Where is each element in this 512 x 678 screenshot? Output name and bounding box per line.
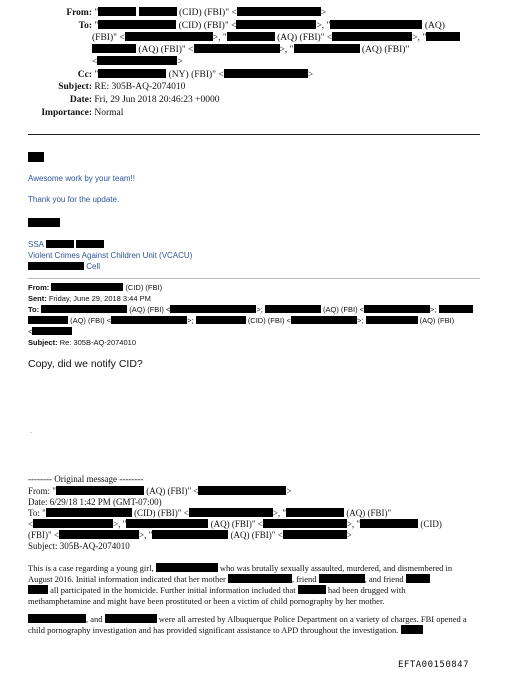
redaction bbox=[283, 530, 347, 539]
outlook-from-line: From: (CID) (FBI) bbox=[28, 283, 163, 292]
redaction bbox=[332, 32, 412, 41]
paragraph-1-line-1: This is a case regarding a young girl, who was brutally sexually assaulted, murdered, and dismembered in bbox=[28, 563, 453, 573]
paragraph-1-line-2: August 2016. Initial information indicated that her mother , friend , and friend bbox=[28, 574, 430, 584]
redaction bbox=[196, 316, 246, 324]
redaction bbox=[59, 530, 139, 539]
redaction bbox=[265, 305, 321, 313]
redaction bbox=[28, 585, 48, 594]
redaction bbox=[92, 44, 136, 53]
redaction bbox=[139, 7, 177, 16]
redaction bbox=[364, 305, 430, 313]
redaction bbox=[406, 574, 430, 583]
redaction bbox=[105, 614, 157, 623]
redaction bbox=[319, 574, 365, 583]
redaction bbox=[98, 69, 166, 78]
header-subject-line: Subject: RE: 305B-AQ-2074010 bbox=[58, 82, 186, 92]
signature-unit: Violent Crimes Against Children Unit (VCACU) bbox=[28, 251, 193, 260]
redaction bbox=[263, 519, 347, 528]
redaction bbox=[33, 519, 113, 528]
redaction bbox=[76, 240, 104, 248]
original-to-line-1: To: " (CID) (FBI)" < >, " (AQ) (FBI)" bbox=[28, 508, 392, 518]
outlook-to-line-3: < bbox=[28, 327, 72, 336]
redaction-recipient bbox=[28, 152, 44, 162]
header-from-line: From: " (CID) (FBI)" < > bbox=[40, 7, 326, 19]
redaction bbox=[189, 508, 273, 517]
redaction bbox=[170, 305, 256, 313]
redaction bbox=[56, 486, 144, 495]
redaction bbox=[28, 262, 84, 270]
redaction bbox=[298, 585, 326, 594]
redaction bbox=[236, 20, 316, 29]
redaction bbox=[198, 486, 286, 495]
outlook-subject-line: Subject: Re: 305B-AQ-2074010 bbox=[28, 338, 136, 347]
header-to-line-1: To: " (CID) (FBI)" < >, " (AQ) bbox=[40, 20, 445, 32]
header-to-line-3: (AQ) (FBI)" < >, " (AQ) (FBI)" bbox=[92, 44, 409, 56]
redaction bbox=[28, 614, 86, 623]
header-to-line-2: (FBI)" < >, " (AQ) (FBI)" < >, " bbox=[92, 32, 460, 44]
redaction bbox=[125, 32, 213, 41]
paragraph-1-line-3: all participated in the homicide. Further initial information included that had been drugged with bbox=[28, 585, 406, 595]
header-date-line: Date: Fri, 29 Jun 2018 20:46:23 +0000 bbox=[69, 95, 220, 105]
redaction bbox=[32, 327, 72, 335]
redaction bbox=[286, 508, 344, 517]
to-label: To: bbox=[78, 21, 92, 31]
redaction bbox=[111, 316, 187, 324]
signature-cell-line: Cell bbox=[28, 262, 100, 271]
outlook-to-line-1: To: (AQ) (FBI) < >; (AQ) (FBI) < >; bbox=[28, 305, 473, 314]
paragraph-1-line-4: methamphetamine and might have been prostituted or been a victim of child pornography by her mother. bbox=[28, 596, 385, 606]
redaction bbox=[46, 508, 132, 517]
redaction bbox=[401, 625, 423, 634]
paragraph-2-line-2: child pornography investigation and has provided significant assistance to APD throughout the investigation. bbox=[28, 625, 423, 635]
redaction bbox=[330, 20, 422, 29]
original-separator: -------- Original message -------- bbox=[28, 474, 144, 484]
stray-dot: . bbox=[30, 428, 32, 435]
redaction bbox=[51, 283, 123, 291]
reply-line-1: Awesome work by your team!! bbox=[28, 174, 136, 183]
redaction bbox=[237, 7, 321, 16]
header-importance-line: Importance: Normal bbox=[41, 108, 124, 118]
redaction bbox=[41, 305, 127, 313]
from-label: From: bbox=[66, 8, 92, 18]
paragraph-2-line-1: , and were all arrested by Albuquerque Police Department on a variety of charges. FBI opened a bbox=[28, 614, 467, 624]
redaction bbox=[97, 56, 177, 65]
date-value: Fri, 29 Jun 2018 20:46:23 +0000 bbox=[94, 95, 220, 105]
reply-line-2: Thank you for the update. bbox=[28, 195, 120, 204]
redaction bbox=[360, 519, 418, 528]
original-to-line-3: (FBI)" < >, " (AQ) (FBI)" < > bbox=[28, 530, 352, 540]
bates-number: EFTA00150847 bbox=[398, 660, 470, 670]
copy-message: Copy, did we notify CID? bbox=[28, 358, 143, 370]
redaction bbox=[426, 32, 460, 41]
subject-value: RE: 305B-AQ-2074010 bbox=[94, 82, 186, 92]
original-from-line: From: " (AQ) (FBI)" < > bbox=[28, 486, 292, 496]
original-subject-line: Subject: 305B-AQ-2074010 bbox=[28, 541, 130, 551]
redaction bbox=[46, 240, 74, 248]
redaction bbox=[291, 316, 357, 324]
redaction bbox=[98, 20, 176, 29]
redaction bbox=[228, 574, 292, 583]
importance-value: Normal bbox=[94, 108, 124, 118]
outlook-divider bbox=[28, 278, 480, 279]
redaction bbox=[194, 44, 280, 53]
original-date-line: Date: 6/29/18 1:42 PM (GMT-07:00) bbox=[28, 497, 162, 507]
redaction bbox=[366, 316, 418, 324]
redaction bbox=[439, 305, 473, 313]
redaction bbox=[98, 7, 136, 16]
from-value: (CID) (FBI)" bbox=[179, 8, 230, 18]
original-to-line-2: < >, " (AQ) (FBI)" < >, " (CID) bbox=[28, 519, 442, 529]
redaction bbox=[294, 44, 360, 53]
header-cc-line: Cc: " (NY) (FBI)" < > bbox=[77, 70, 314, 80]
redaction-signature-name bbox=[28, 218, 60, 227]
redaction bbox=[224, 69, 308, 78]
redaction bbox=[28, 316, 68, 324]
redaction bbox=[152, 530, 228, 539]
signature-title-line: SSA bbox=[28, 240, 104, 249]
outlook-to-line-2: (AQ) (FBI) < >; (CID) (FBI) < >; (AQ) (FBI) bbox=[28, 316, 454, 325]
redaction bbox=[227, 32, 275, 41]
redaction bbox=[156, 563, 218, 572]
outlook-sent-line: Sent: Friday, June 29, 2018 3:44 PM bbox=[28, 294, 151, 303]
header-to-line-4: < > bbox=[92, 57, 183, 67]
header-divider bbox=[28, 134, 480, 135]
redaction bbox=[126, 519, 208, 528]
